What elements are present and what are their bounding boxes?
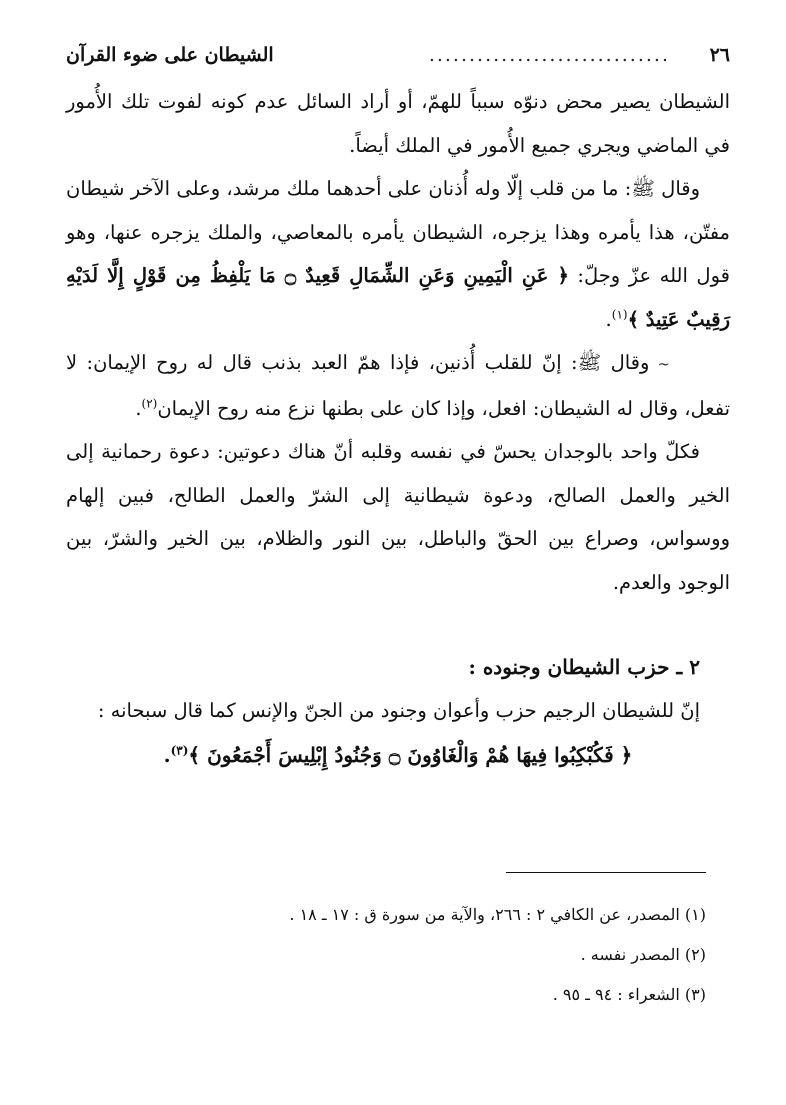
paragraph-1: الشيطان يصير محض دنوّه سبباً للهمّ، أو أراد السائل عدم كونه لفوت تلك الأُمور في الماضي ويجري جميع الأُمور في الملك أيضاً. bbox=[66, 90, 730, 157]
section-heading: ٢ ـ حزب الشيطان وجنوده : bbox=[468, 655, 700, 679]
verse-end: . bbox=[163, 742, 171, 767]
header-dot-leader: .............................. bbox=[428, 44, 670, 66]
section-body: إنّ للشيطان الرجيم حزب وأعوان وجنود من الجنّ والإنس كما قال سبحانه : bbox=[97, 699, 700, 722]
page-header bbox=[66, 40, 730, 80]
footnote-separator bbox=[506, 872, 706, 873]
margin-marker-icon: ∽ bbox=[657, 355, 670, 373]
footnote-ref-3: (٣) bbox=[170, 742, 189, 757]
page-number: ٢٦ bbox=[709, 44, 730, 66]
footnote-ref-1: (١) bbox=[611, 307, 628, 321]
paragraph-2 bbox=[66, 167, 730, 341]
quran-verse-block bbox=[66, 733, 730, 777]
footnote-ref-2: (٢) bbox=[141, 396, 158, 410]
paragraph-4: فكلّ واحد بالوجدان يحسّ في نفسه وقلبه أنّ هناك دعوتين: دعوة رحمانية إلى الخير والعمل الصالح، ودعوة شيطانية إلى الشرّ والعمل الطالح، فبين إلهام ووسواس، وصراع بين الحقّ والباطل، بين النور والظلام، بين الخير والشرّ، بين الوجود والعدم. bbox=[66, 440, 730, 594]
paragraph-3 bbox=[66, 341, 730, 430]
quran-verse-inline: ﴿ عَنِ الْيَمِينِ وَعَنِ الشِّمَالِ قَعِيدٌ ۝ مَا يَلْفِظُ مِن قَوْلٍ إِلَّا لَدَيْهِ رَقِيبٌ عَتِيدٌ ﴾ bbox=[66, 264, 730, 331]
footnotes bbox=[106, 895, 706, 1015]
running-title: الشيطان على ضوء القرآن bbox=[66, 44, 274, 66]
paragraph-3-end: . bbox=[135, 396, 142, 420]
footnote-2: (٢) المصدر نفسه . bbox=[580, 945, 706, 964]
footnote-3: (٣) الشعراء : ٩٤ ـ ٩٥ . bbox=[552, 985, 706, 1004]
paragraph-2-end: . bbox=[605, 307, 612, 331]
quran-verse-text: ﴿ فَكُبْكِبُوا فِيهَا هُمْ وَالْغَاوُونَ ۝ وَجُنُودُ إِبْلِيسَ أَجْمَعُونَ ﴾ bbox=[188, 742, 633, 767]
page-content bbox=[66, 40, 730, 777]
paragraph-3-text: وقال ﷺ: إنّ للقلب أُذنين، فإذا همّ العبد بذنب قال له روح الإيمان: لا تفعل، وقال له الشيطان: افعل، وإذا كان على بطنها نزع منه روح الإيمان bbox=[66, 351, 730, 420]
paragraph-2-text: وقال ﷺ: ما من قلب إلّا وله أُذنان على أحدهما ملك مرشد، وعلى الآخر شيطان مفتّن، هذا يأمره وهذا يزجره، الشيطان يأمره بالمعاصي، والملك يزجره عنها، وهو قول الله عزّ وجلّ: bbox=[66, 177, 730, 287]
footnote-1: (١) المصدر، عن الكافي ٢ : ٢٦٦، والآية من سورة ق : ١٧ ـ ١٨ . bbox=[289, 905, 706, 924]
